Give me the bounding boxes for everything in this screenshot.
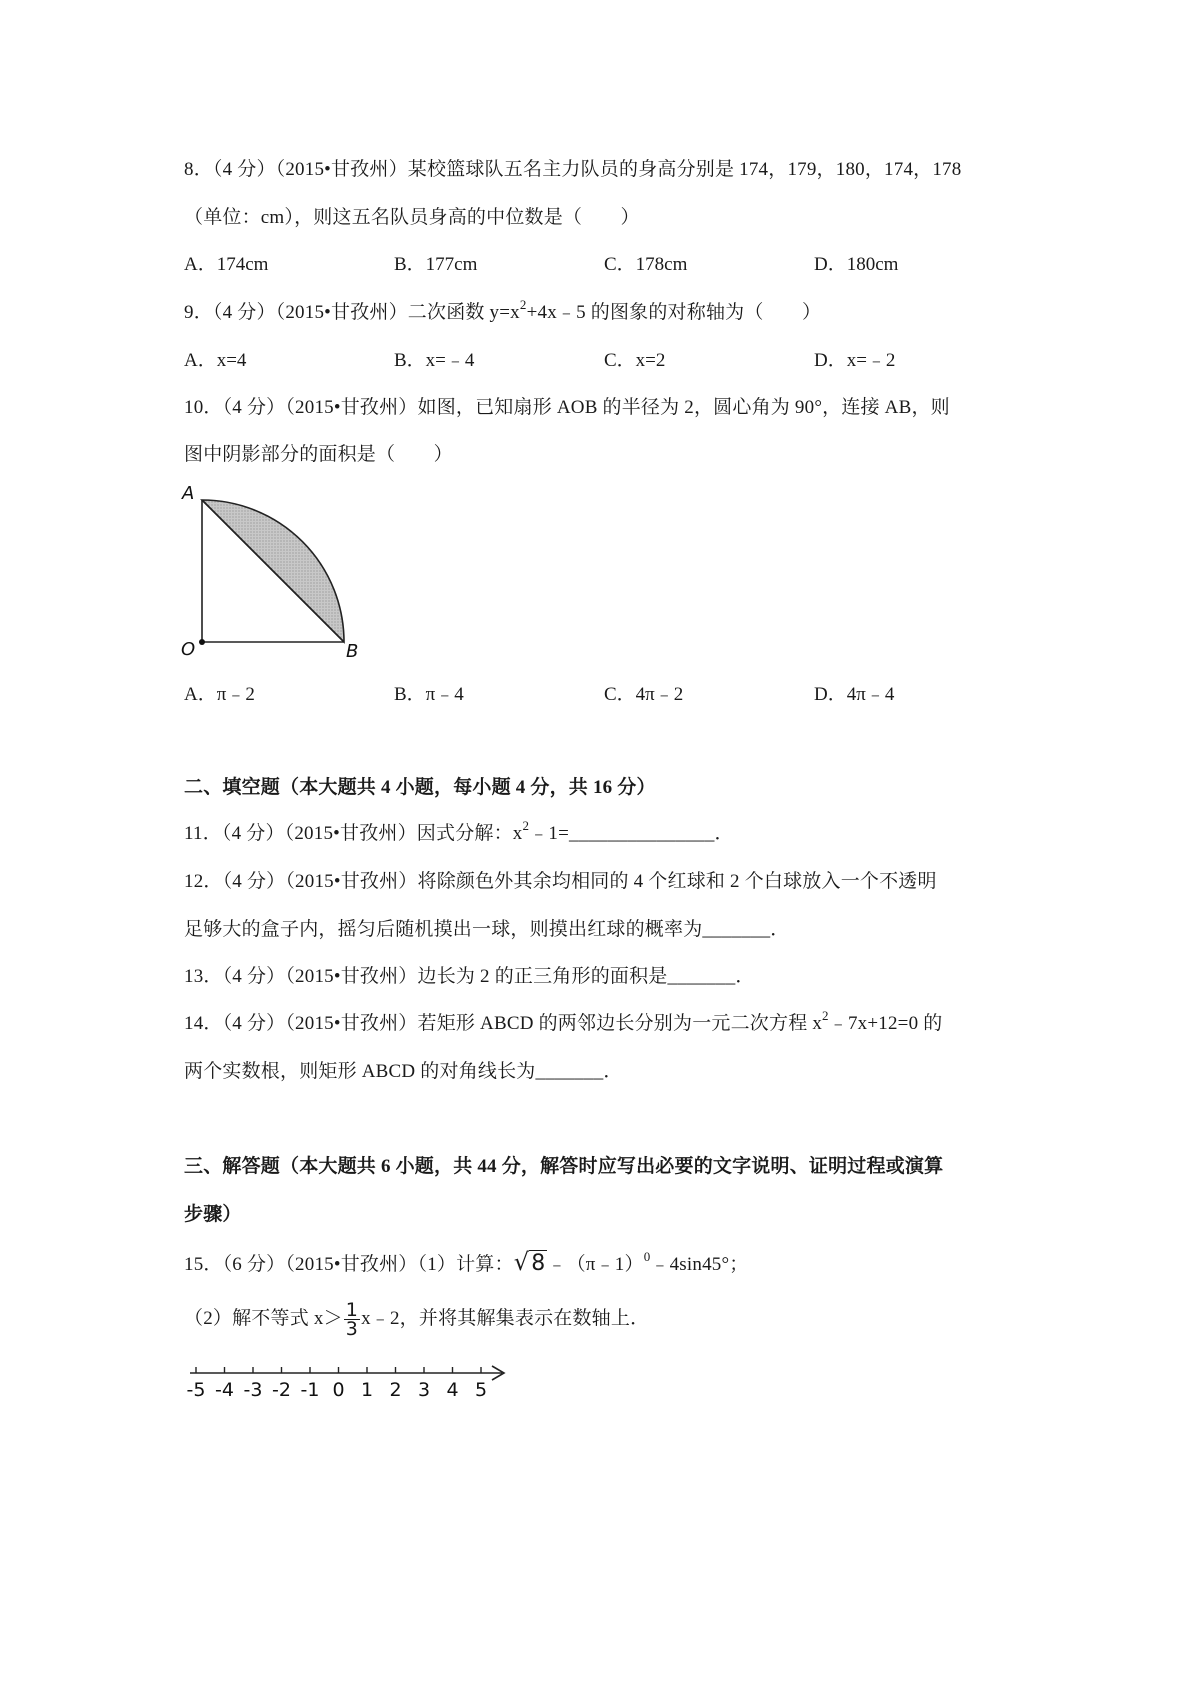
q15-part1-mid: ﹣（π﹣1） bbox=[547, 1254, 644, 1275]
q15-part1 bbox=[184, 1250, 748, 1277]
number-line-label: -4 bbox=[215, 1379, 234, 1401]
q11-stem-post: ﹣1= bbox=[529, 823, 570, 844]
q14-line1 bbox=[184, 1008, 943, 1036]
number-line-label: 1 bbox=[360, 1379, 374, 1401]
q15-part2-pre: （2）解不等式 x bbox=[184, 1308, 324, 1329]
q11-end: ． bbox=[714, 823, 734, 844]
sector-figure bbox=[178, 480, 368, 660]
q9-option-c: C．x=2 bbox=[604, 350, 666, 371]
sqrt-radicand: 8 bbox=[531, 1251, 546, 1276]
q11-stem bbox=[184, 818, 734, 846]
number-line-label: -5 bbox=[186, 1379, 206, 1401]
section2-heading: 二、填空题（本大题共 4 小题，每小题 4 分，共 16 分） bbox=[184, 777, 656, 798]
number-line-label: -3 bbox=[243, 1379, 263, 1401]
number-line-label: -2 bbox=[272, 1379, 291, 1401]
q15-part1-post: ﹣4sin45°； bbox=[650, 1254, 749, 1275]
q8-option-b: B．177cm bbox=[394, 254, 478, 275]
q8-option-d: D．180cm bbox=[814, 254, 899, 275]
number-line-label: 2 bbox=[389, 1379, 402, 1401]
q8-option-c: C．178cm bbox=[604, 254, 688, 275]
q13-line1: 13．（4 分）（2015•甘孜州）边长为 2 的正三角形的面积是_______． bbox=[184, 966, 755, 987]
q10-option-b: B．π﹣4 bbox=[394, 684, 464, 705]
q11-exponent: 2 bbox=[522, 818, 530, 833]
q11-blank: _______________ bbox=[569, 823, 715, 844]
label-a: A bbox=[182, 483, 195, 504]
q10-option-a: A．π﹣2 bbox=[184, 684, 255, 705]
q14-exponent: 2 bbox=[822, 1008, 829, 1023]
center-point bbox=[199, 639, 205, 645]
q9-option-d: D．x=﹣2 bbox=[814, 350, 896, 371]
q9-option-a: A．x=4 bbox=[184, 350, 247, 371]
greater-than-sign: ＞ bbox=[323, 1308, 343, 1329]
number-line-label: 4 bbox=[446, 1379, 459, 1401]
q8-line1: 8．（4 分）（2015•甘孜州）某校篮球队五名主力队员的身高分别是 174，179，180，174，178 bbox=[184, 159, 962, 180]
q14-stem-pre: 14．（4 分）（2015•甘孜州）若矩形 ABCD 的两邻边长分别为一元二次方程 x bbox=[184, 1013, 823, 1034]
q12-line1: 12．（4 分）（2015•甘孜州）将除颜色外其余均相同的 4 个红球和 2 个白球放入一个不透明 bbox=[184, 871, 937, 892]
q9-exponent: 2 bbox=[519, 297, 527, 312]
q9-stem bbox=[184, 297, 822, 325]
number-line-label: 3 bbox=[417, 1379, 431, 1401]
sqrt-sign: √ bbox=[513, 1248, 530, 1276]
number-line-label: 0 bbox=[332, 1379, 345, 1401]
q14-stem-post: ﹣7x+12=0 的 bbox=[828, 1013, 943, 1034]
label-b: B bbox=[346, 641, 359, 660]
q10-line1: 10．（4 分）（2015•甘孜州）如图，已知扇形 AOB 的半径为 2，圆心角为 90°，连接 AB，则 bbox=[184, 397, 950, 418]
fraction-denominator: 3 bbox=[345, 1318, 359, 1341]
q8-line2: （单位：cm），则这五名队员身高的中位数是（ ） bbox=[184, 207, 640, 228]
q10-line2: 图中阴影部分的面积是（ ） bbox=[184, 444, 453, 465]
q10-option-c: C．4π﹣2 bbox=[604, 684, 684, 705]
q9-stem-pre: 9．（4 分）（2015•甘孜州）二次函数 y=x bbox=[184, 302, 520, 323]
number-line bbox=[180, 1360, 520, 1408]
q11-stem-pre: 11．（4 分）（2015•甘孜州）因式分解：x bbox=[184, 823, 523, 844]
q15-part1-pre: 15．（6 分）（2015•甘孜州）（1）计算： bbox=[184, 1254, 514, 1275]
number-line-label: 5 bbox=[474, 1379, 488, 1401]
section3-heading-line1: 三、解答题（本大题共 6 小题，共 44 分，解答时应写出必要的文字说明、证明过程或演算 bbox=[184, 1156, 944, 1177]
q9-stem-post: +4x﹣5 的图象的对称轴为（ ） bbox=[526, 302, 822, 323]
label-o: O bbox=[181, 639, 196, 660]
q15-part2 bbox=[184, 1299, 649, 1339]
q10-option-d: D．4π﹣4 bbox=[814, 684, 895, 705]
q12-line2: 足够大的盒子内，摇匀后随机摸出一球，则摸出红球的概率为_______． bbox=[184, 919, 790, 940]
number-line-label: -1 bbox=[300, 1379, 320, 1401]
q15-exponent: 0 bbox=[643, 1249, 651, 1264]
section3-heading-line2: 步骤） bbox=[184, 1204, 242, 1225]
q14-line2: 两个实数根，则矩形 ABCD 的对角线长为_______． bbox=[184, 1061, 623, 1082]
fraction-one-third bbox=[344, 1299, 360, 1341]
q8-option-a: A．174cm bbox=[184, 254, 269, 275]
fraction-numerator: 1 bbox=[345, 1299, 359, 1322]
q9-option-b: B．x=﹣4 bbox=[394, 350, 475, 371]
q15-part2-post: x﹣2，并将其解集表示在数轴上． bbox=[361, 1308, 650, 1329]
